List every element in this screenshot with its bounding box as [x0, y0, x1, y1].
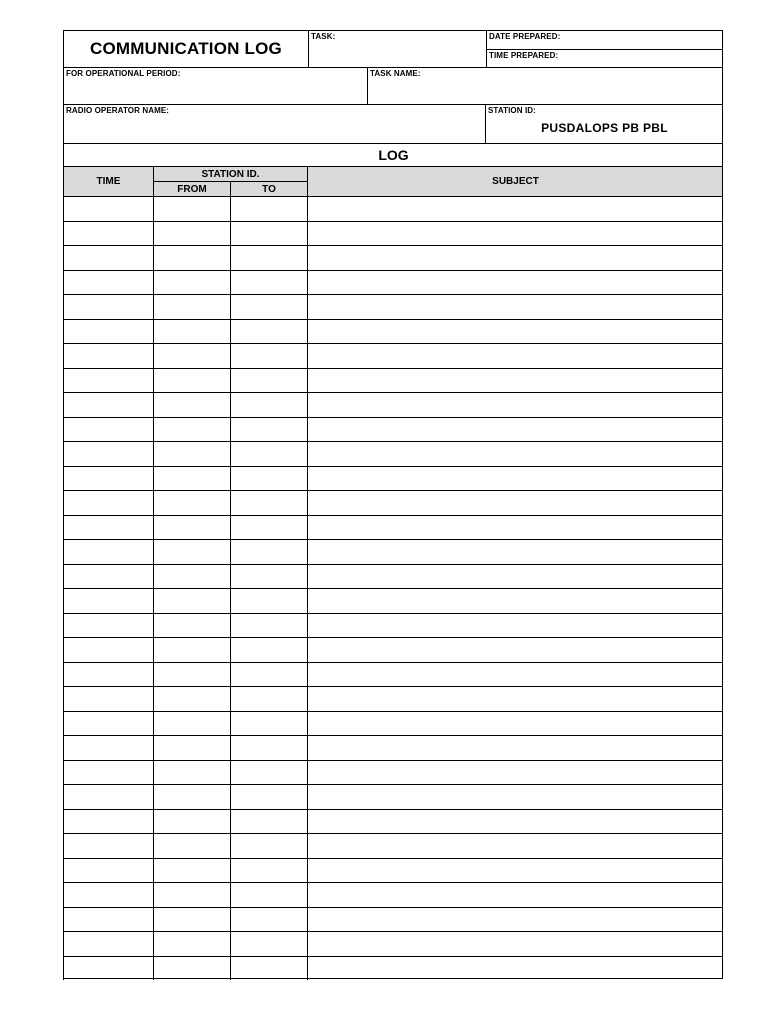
radio-operator-field[interactable] — [63, 104, 485, 143]
subject-cell[interactable] — [307, 491, 723, 515]
to-cell[interactable] — [230, 246, 307, 270]
from-column-header: FROM — [153, 181, 230, 196]
time-cell[interactable] — [63, 589, 153, 613]
from-cell[interactable] — [153, 957, 230, 981]
time-cell[interactable] — [63, 663, 153, 687]
time-cell[interactable] — [63, 295, 153, 319]
time-cell[interactable] — [63, 638, 153, 662]
to-cell[interactable] — [230, 883, 307, 907]
to-cell[interactable] — [230, 442, 307, 466]
to-cell[interactable] — [230, 810, 307, 834]
station-id-value: PUSDALOPS PB PBL — [541, 121, 668, 135]
log-title-cell — [63, 143, 723, 166]
to-cell[interactable] — [230, 295, 307, 319]
to-cell[interactable] — [230, 320, 307, 344]
to-cell[interactable] — [230, 663, 307, 687]
time-cell[interactable] — [63, 467, 153, 491]
time-cell[interactable] — [63, 246, 153, 270]
to-cell[interactable] — [230, 957, 307, 981]
table-row — [63, 907, 723, 932]
station-id-label: STATION ID: — [488, 106, 536, 115]
time-prepared-label: TIME PREPARED: — [489, 51, 559, 60]
to-cell[interactable] — [230, 565, 307, 589]
time-cell[interactable] — [63, 834, 153, 858]
to-cell[interactable] — [230, 197, 307, 221]
from-cell[interactable] — [153, 197, 230, 221]
to-cell[interactable] — [230, 271, 307, 295]
date-prepared-field[interactable] — [486, 30, 723, 49]
from-cell[interactable] — [153, 369, 230, 393]
subject-cell[interactable] — [307, 785, 723, 809]
to-cell[interactable] — [230, 687, 307, 711]
subject-cell[interactable] — [307, 834, 723, 858]
table-row — [63, 466, 723, 491]
to-cell[interactable] — [230, 932, 307, 956]
table-row — [63, 858, 723, 883]
from-cell[interactable] — [153, 785, 230, 809]
table-row — [63, 784, 723, 809]
subject-cell[interactable] — [307, 589, 723, 613]
time-cell[interactable] — [63, 736, 153, 760]
to-cell[interactable] — [230, 736, 307, 760]
subject-cell[interactable] — [307, 908, 723, 932]
time-cell[interactable] — [63, 369, 153, 393]
table-row — [63, 515, 723, 540]
time-cell[interactable] — [63, 271, 153, 295]
time-column-header: TIME — [63, 166, 153, 196]
time-cell[interactable] — [63, 197, 153, 221]
time-cell[interactable] — [63, 785, 153, 809]
table-row — [63, 613, 723, 638]
from-cell[interactable] — [153, 638, 230, 662]
subject-cell[interactable] — [307, 442, 723, 466]
time-cell[interactable] — [63, 761, 153, 785]
subject-cell[interactable] — [307, 810, 723, 834]
table-row — [63, 662, 723, 687]
time-cell[interactable] — [63, 344, 153, 368]
time-cell[interactable] — [63, 908, 153, 932]
from-cell[interactable] — [153, 663, 230, 687]
to-cell[interactable] — [230, 761, 307, 785]
time-cell[interactable] — [63, 859, 153, 883]
table-row — [63, 711, 723, 736]
time-cell[interactable] — [63, 687, 153, 711]
time-cell[interactable] — [63, 516, 153, 540]
table-row — [63, 686, 723, 711]
from-cell[interactable] — [153, 295, 230, 319]
table-row — [63, 735, 723, 760]
from-cell[interactable] — [153, 859, 230, 883]
subject-cell[interactable] — [307, 687, 723, 711]
task-field[interactable] — [308, 30, 486, 67]
table-row — [63, 392, 723, 417]
from-cell[interactable] — [153, 736, 230, 760]
subject-column-header: SUBJECT — [307, 166, 723, 196]
time-cell[interactable] — [63, 540, 153, 564]
time-cell[interactable] — [63, 320, 153, 344]
to-cell[interactable] — [230, 369, 307, 393]
to-cell[interactable] — [230, 834, 307, 858]
table-row — [63, 245, 723, 270]
table-row — [63, 539, 723, 564]
table-row — [63, 196, 723, 221]
from-cell[interactable] — [153, 418, 230, 442]
time-cell[interactable] — [63, 393, 153, 417]
to-cell[interactable] — [230, 908, 307, 932]
table-row — [63, 294, 723, 319]
to-cell[interactable] — [230, 222, 307, 246]
station-id-column-header: STATION ID. — [153, 166, 307, 181]
table-row — [63, 490, 723, 515]
subject-cell[interactable] — [307, 467, 723, 491]
subject-cell[interactable] — [307, 344, 723, 368]
to-cell[interactable] — [230, 467, 307, 491]
from-cell[interactable] — [153, 467, 230, 491]
to-column-header: TO — [230, 181, 307, 196]
from-cell[interactable] — [153, 442, 230, 466]
from-cell[interactable] — [153, 614, 230, 638]
to-cell[interactable] — [230, 491, 307, 515]
subject-cell[interactable] — [307, 859, 723, 883]
time-cell[interactable] — [63, 883, 153, 907]
table-row — [63, 809, 723, 834]
time-cell[interactable] — [63, 222, 153, 246]
from-cell[interactable] — [153, 761, 230, 785]
from-cell[interactable] — [153, 246, 230, 270]
form-title: COMMUNICATION LOG — [90, 39, 282, 58]
from-cell[interactable] — [153, 932, 230, 956]
time-cell[interactable] — [63, 614, 153, 638]
table-row — [63, 588, 723, 613]
subject-cell[interactable] — [307, 712, 723, 736]
subject-cell[interactable] — [307, 418, 723, 442]
log-title: LOG — [378, 147, 409, 163]
communication-log-form — [63, 30, 723, 979]
from-cell[interactable] — [153, 908, 230, 932]
subject-cell[interactable] — [307, 271, 723, 295]
from-cell[interactable] — [153, 589, 230, 613]
table-row — [63, 882, 723, 907]
subject-cell[interactable] — [307, 614, 723, 638]
station-id-field[interactable] — [485, 104, 723, 143]
subject-cell[interactable] — [307, 246, 723, 270]
time-prepared-field[interactable] — [486, 49, 723, 67]
table-row — [63, 343, 723, 368]
to-cell[interactable] — [230, 712, 307, 736]
time-cell[interactable] — [63, 712, 153, 736]
table-row — [63, 760, 723, 785]
subject-cell[interactable] — [307, 540, 723, 564]
to-cell[interactable] — [230, 540, 307, 564]
table-row — [63, 319, 723, 344]
from-cell[interactable] — [153, 271, 230, 295]
subject-cell[interactable] — [307, 222, 723, 246]
subject-cell[interactable] — [307, 197, 723, 221]
task-label: TASK: — [311, 32, 336, 41]
table-row — [63, 833, 723, 858]
subject-cell[interactable] — [307, 516, 723, 540]
from-cell[interactable] — [153, 222, 230, 246]
time-cell[interactable] — [63, 932, 153, 956]
operational-period-field[interactable] — [63, 67, 367, 104]
subject-cell[interactable] — [307, 295, 723, 319]
task-name-field[interactable] — [367, 67, 723, 104]
date-prepared-label: DATE PREPARED: — [489, 32, 561, 41]
to-cell[interactable] — [230, 614, 307, 638]
from-cell[interactable] — [153, 687, 230, 711]
time-cell[interactable] — [63, 565, 153, 589]
table-row — [63, 564, 723, 589]
table-row — [63, 441, 723, 466]
operational-period-label: FOR OPERATIONAL PERIOD: — [66, 69, 181, 78]
subject-cell[interactable] — [307, 393, 723, 417]
from-cell[interactable] — [153, 344, 230, 368]
from-cell[interactable] — [153, 320, 230, 344]
time-cell[interactable] — [63, 418, 153, 442]
from-cell[interactable] — [153, 516, 230, 540]
table-row — [63, 417, 723, 442]
table-row — [63, 956, 723, 981]
subject-cell[interactable] — [307, 736, 723, 760]
to-cell[interactable] — [230, 589, 307, 613]
subject-cell[interactable] — [307, 663, 723, 687]
from-cell[interactable] — [153, 565, 230, 589]
subject-cell[interactable] — [307, 883, 723, 907]
to-cell[interactable] — [230, 344, 307, 368]
time-cell[interactable] — [63, 442, 153, 466]
subject-cell[interactable] — [307, 320, 723, 344]
subject-cell[interactable] — [307, 638, 723, 662]
subject-cell[interactable] — [307, 957, 723, 981]
from-cell[interactable] — [153, 393, 230, 417]
from-cell[interactable] — [153, 712, 230, 736]
to-cell[interactable] — [230, 418, 307, 442]
to-cell[interactable] — [230, 516, 307, 540]
to-cell[interactable] — [230, 638, 307, 662]
time-cell[interactable] — [63, 957, 153, 981]
from-cell[interactable] — [153, 883, 230, 907]
subject-cell[interactable] — [307, 565, 723, 589]
task-name-label: TASK NAME: — [370, 69, 421, 78]
table-row — [63, 270, 723, 295]
time-cell[interactable] — [63, 810, 153, 834]
subject-cell[interactable] — [307, 932, 723, 956]
to-cell[interactable] — [230, 393, 307, 417]
from-cell[interactable] — [153, 540, 230, 564]
subject-cell[interactable] — [307, 369, 723, 393]
table-row — [63, 368, 723, 393]
table-row — [63, 637, 723, 662]
subject-cell[interactable] — [307, 761, 723, 785]
title-cell — [63, 30, 308, 67]
to-cell[interactable] — [230, 785, 307, 809]
from-cell[interactable] — [153, 491, 230, 515]
radio-operator-label: RADIO OPERATOR NAME: — [66, 106, 170, 115]
table-row — [63, 931, 723, 956]
to-cell[interactable] — [230, 859, 307, 883]
from-cell[interactable] — [153, 810, 230, 834]
time-cell[interactable] — [63, 491, 153, 515]
log-rows — [63, 196, 723, 980]
table-row — [63, 221, 723, 246]
from-cell[interactable] — [153, 834, 230, 858]
